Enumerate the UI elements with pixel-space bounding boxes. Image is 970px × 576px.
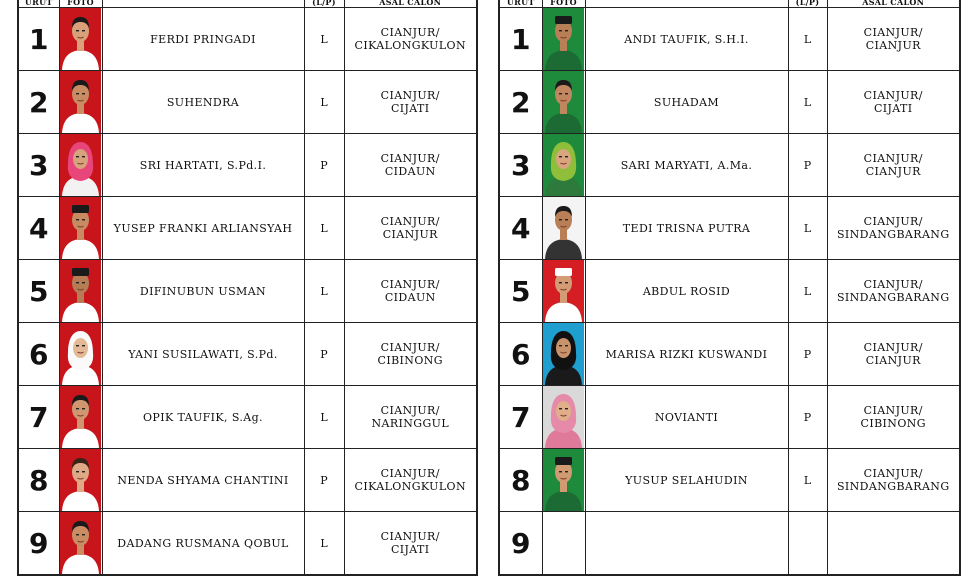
right-candidate-table <box>498 0 961 576</box>
candidate-number: 9 <box>499 512 542 576</box>
candidate-gender: P <box>788 323 827 386</box>
candidate-name: ANDI TAUFIK, S.H.I. <box>585 8 788 71</box>
address-line-1: CIANJUR/ <box>863 404 923 417</box>
candidate-row <box>18 71 477 134</box>
left-candidate-table <box>17 0 478 576</box>
header-gender: (L/P) <box>304 0 344 8</box>
candidate-row <box>18 134 477 197</box>
candidate-photo <box>543 71 584 133</box>
header-photo: FOTO <box>542 0 585 8</box>
candidate-address <box>344 260 477 323</box>
address-line-2: CIANJUR <box>865 39 921 52</box>
candidate-name: TEDI TRISNA PUTRA <box>585 197 788 260</box>
candidate-photo <box>543 386 584 448</box>
address-line-1: CIANJUR/ <box>380 404 440 417</box>
address-line-2: CIDAUN <box>384 291 436 304</box>
address-line-2: NARINGGUL <box>371 417 450 430</box>
candidate-number: 6 <box>499 323 542 386</box>
candidate-number: 8 <box>18 449 59 512</box>
candidate-photo <box>543 8 584 70</box>
candidate-photo-cell <box>59 134 102 197</box>
candidate-gender: L <box>304 386 344 449</box>
address-line-1: CIANJUR/ <box>380 530 440 543</box>
candidate-name: FERDI PRINGADI <box>102 8 304 71</box>
candidate-row <box>499 449 960 512</box>
candidate-photo-cell <box>542 260 585 323</box>
candidate-gender: L <box>788 197 827 260</box>
candidate-row <box>499 71 960 134</box>
candidate-photo-cell <box>542 71 585 134</box>
header-no: URUT <box>499 0 542 8</box>
candidate-name: ABDUL ROSID <box>585 260 788 323</box>
header-name <box>585 0 788 8</box>
candidate-gender: P <box>304 134 344 197</box>
candidate-number: 1 <box>499 8 542 71</box>
candidate-row <box>499 386 960 449</box>
address-line-1: CIANJUR/ <box>380 215 440 228</box>
address-line-1: CIANJUR/ <box>380 467 440 480</box>
address-line-1: CIANJUR/ <box>380 152 440 165</box>
address-line-2: CIKALONGKULON <box>354 480 466 493</box>
candidate-row <box>18 512 477 576</box>
candidate-address <box>344 71 477 134</box>
candidate-address <box>827 386 960 449</box>
address-line-2: SINDANGBARANG <box>836 228 950 241</box>
candidate-photo-cell <box>542 323 585 386</box>
candidate-number: 7 <box>18 386 59 449</box>
candidate-number: 4 <box>18 197 59 260</box>
candidate-name: OPIK TAUFIK, S.Ag. <box>102 386 304 449</box>
candidate-photo <box>60 449 101 511</box>
candidate-address <box>344 449 477 512</box>
candidate-photo <box>543 323 584 385</box>
candidate-gender: L <box>304 71 344 134</box>
candidate-photo-cell <box>59 260 102 323</box>
candidate-row <box>18 260 477 323</box>
candidate-photo <box>543 134 584 196</box>
candidate-photo-cell <box>542 449 585 512</box>
address-line-2: CIBINONG <box>377 354 443 367</box>
address-line-2: SINDANGBARANG <box>836 480 950 493</box>
candidate-address <box>827 197 960 260</box>
candidate-gender: P <box>788 386 827 449</box>
candidate-address <box>827 512 960 576</box>
candidate-gender: L <box>788 8 827 71</box>
candidate-name: SARI MARYATI, A.Ma. <box>585 134 788 197</box>
address-line-1: CIANJUR/ <box>863 278 923 291</box>
candidate-gender: P <box>788 134 827 197</box>
candidate-name: NENDA SHYAMA CHANTINI <box>102 449 304 512</box>
candidate-gender: L <box>304 260 344 323</box>
candidate-row <box>18 323 477 386</box>
candidate-row <box>18 197 477 260</box>
candidate-photo <box>60 323 101 385</box>
candidate-address <box>344 134 477 197</box>
candidate-photo-cell <box>542 197 585 260</box>
candidate-name: YUSUP SELAHUDIN <box>585 449 788 512</box>
candidate-name: SUHADAM <box>585 71 788 134</box>
address-line-1: CIANJUR/ <box>863 467 923 480</box>
address-line-2: CIJATI <box>390 102 430 115</box>
address-line-2: CIANJUR <box>865 354 921 367</box>
candidate-name: MARISA RIZKI KUSWANDI <box>585 323 788 386</box>
candidate-number: 3 <box>18 134 59 197</box>
candidate-address <box>344 8 477 71</box>
address-line-2: CIANJUR <box>382 228 438 241</box>
candidate-row <box>18 8 477 71</box>
candidate-address <box>827 71 960 134</box>
header-address: ASAL CALON <box>344 0 477 8</box>
header-photo: FOTO <box>59 0 102 8</box>
address-line-1: CIANJUR/ <box>863 26 923 39</box>
candidate-photo-cell <box>542 8 585 71</box>
candidate-gender: L <box>788 449 827 512</box>
candidate-number: 3 <box>499 134 542 197</box>
candidate-name: SRI HARTATI, S.Pd.I. <box>102 134 304 197</box>
address-line-2: SINDANGBARANG <box>836 291 950 304</box>
address-line-1: CIANJUR/ <box>863 152 923 165</box>
candidate-photo <box>543 449 584 511</box>
candidate-photo-cell <box>59 512 102 576</box>
candidate-name: YUSEP FRANKI ARLIANSYAH <box>102 197 304 260</box>
address-line-1: CIANJUR/ <box>380 26 440 39</box>
address-line-1: CIANJUR/ <box>863 89 923 102</box>
candidate-row <box>499 134 960 197</box>
address-line-2: CIKALONGKULON <box>354 39 466 52</box>
candidate-gender: P <box>304 323 344 386</box>
candidate-number: 2 <box>499 71 542 134</box>
address-line-1: CIANJUR/ <box>380 89 440 102</box>
header-name <box>102 0 304 8</box>
candidate-photo-cell <box>542 512 585 576</box>
candidate-number: 6 <box>18 323 59 386</box>
address-line-1: CIANJUR/ <box>863 215 923 228</box>
candidate-address <box>344 323 477 386</box>
candidate-row <box>18 386 477 449</box>
candidate-row <box>18 449 477 512</box>
candidate-row <box>499 512 960 576</box>
right-header-row <box>499 0 960 8</box>
candidate-gender: L <box>304 197 344 260</box>
candidate-number: 4 <box>499 197 542 260</box>
candidate-address <box>827 134 960 197</box>
candidate-photo-cell <box>542 134 585 197</box>
header-no: URUT <box>18 0 59 8</box>
candidate-number: 1 <box>18 8 59 71</box>
candidate-name: SUHENDRA <box>102 71 304 134</box>
candidate-photo <box>60 386 101 448</box>
candidate-number: 9 <box>18 512 59 576</box>
candidate-photo <box>60 134 101 196</box>
candidate-number: 7 <box>499 386 542 449</box>
candidate-address <box>344 197 477 260</box>
candidate-name: DADANG RUSMANA QOBUL <box>102 512 304 576</box>
address-line-2: CIBINONG <box>860 417 926 430</box>
candidate-address <box>827 8 960 71</box>
candidate-address <box>344 386 477 449</box>
candidate-number: 8 <box>499 449 542 512</box>
address-line-2: CIJATI <box>873 102 913 115</box>
candidate-photo <box>543 197 584 259</box>
candidate-name: NOVIANTI <box>585 386 788 449</box>
candidate-gender: L <box>788 260 827 323</box>
candidate-row <box>499 260 960 323</box>
address-line-2: CIANJUR <box>865 165 921 178</box>
candidate-photo-cell <box>59 449 102 512</box>
candidate-number: 5 <box>18 260 59 323</box>
address-line-1: CIANJUR/ <box>380 341 440 354</box>
candidate-photo-cell <box>59 386 102 449</box>
candidate-gender: L <box>304 8 344 71</box>
candidate-address <box>344 512 477 576</box>
candidate-name <box>585 512 788 576</box>
candidate-photo-cell <box>542 386 585 449</box>
candidate-photo-cell <box>59 197 102 260</box>
candidate-photo <box>60 197 101 259</box>
candidate-photo <box>60 71 101 133</box>
candidate-number: 2 <box>18 71 59 134</box>
header-gender: (L/P) <box>788 0 827 8</box>
candidate-row <box>499 8 960 71</box>
candidate-gender: L <box>788 71 827 134</box>
left-header-row <box>18 0 477 8</box>
header-address: ASAL CALON <box>827 0 960 8</box>
candidate-gender: L <box>304 512 344 576</box>
candidate-photo-cell <box>59 323 102 386</box>
candidate-address <box>827 323 960 386</box>
candidate-photo <box>60 260 101 322</box>
candidate-number: 5 <box>499 260 542 323</box>
candidate-photo-cell <box>59 71 102 134</box>
address-line-1: CIANJUR/ <box>380 278 440 291</box>
candidate-photo <box>543 260 584 322</box>
candidate-row <box>499 323 960 386</box>
candidate-photo <box>60 8 101 70</box>
candidate-photo <box>543 512 584 574</box>
candidate-name: YANI SUSILAWATI, S.Pd. <box>102 323 304 386</box>
candidate-address <box>827 449 960 512</box>
candidate-row <box>499 197 960 260</box>
candidate-photo-cell <box>59 8 102 71</box>
address-line-1: CIANJUR/ <box>863 341 923 354</box>
candidate-gender <box>788 512 827 576</box>
address-line-2: CIJATI <box>390 543 430 556</box>
candidate-photo <box>60 512 101 574</box>
candidate-gender: P <box>304 449 344 512</box>
candidate-address <box>827 260 960 323</box>
address-line-2: CIDAUN <box>384 165 436 178</box>
candidate-name: DIFINUBUN USMAN <box>102 260 304 323</box>
